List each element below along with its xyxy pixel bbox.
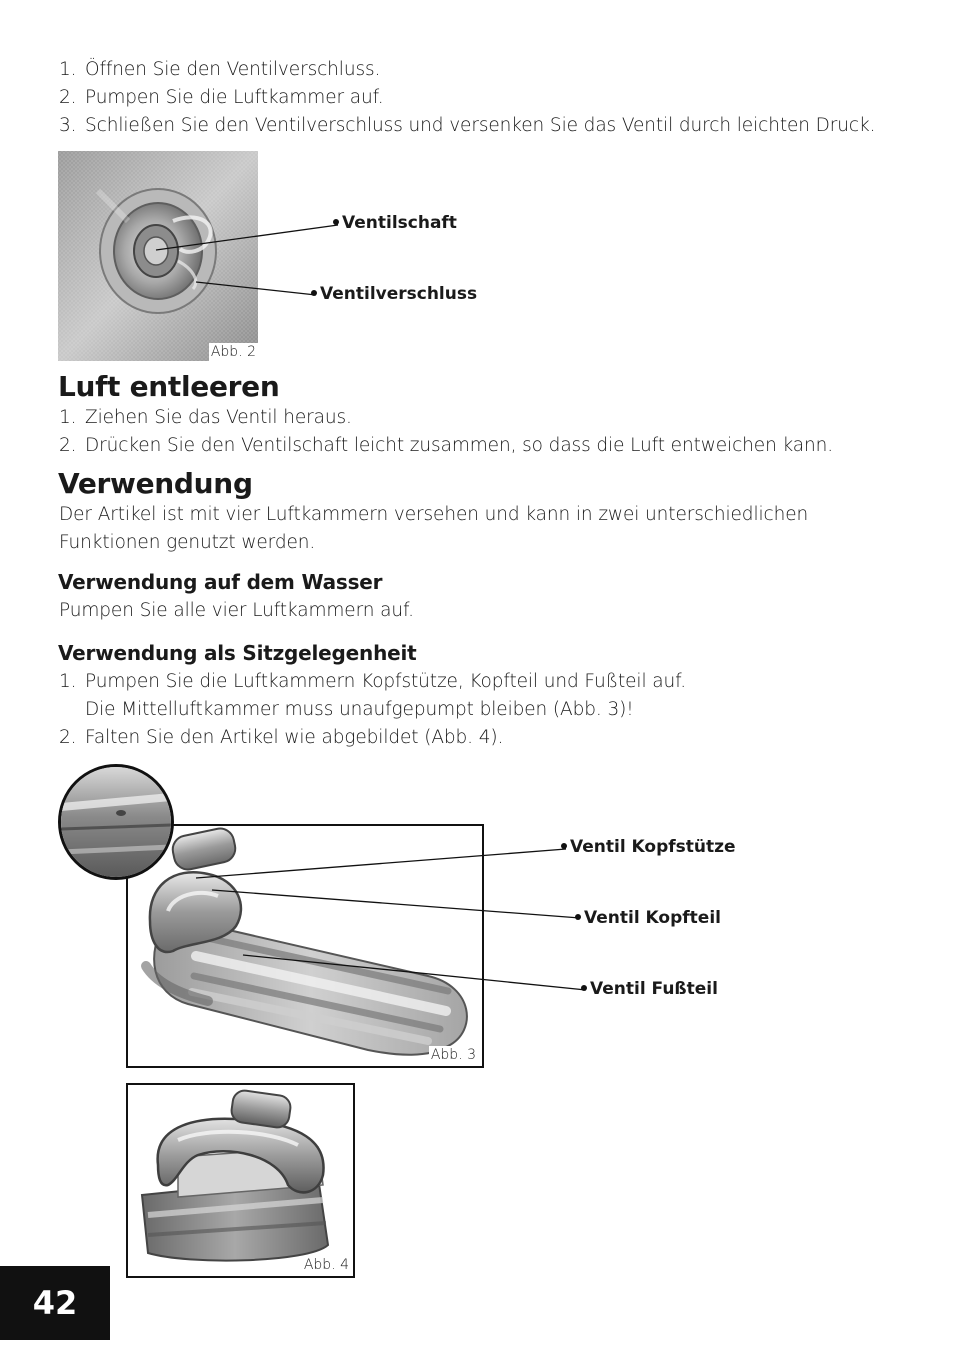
heading-verwendung: Verwendung — [58, 467, 253, 500]
figure-4-caption: Abb. 4 — [303, 1257, 349, 1273]
heading-verwendung-wasser: Verwendung auf dem Wasser — [58, 570, 383, 594]
label-ventil-kopfstuetze: Ventil Kopfstütze — [561, 837, 736, 857]
label-ventilschaft: Ventilschaft — [333, 213, 457, 233]
list-item: 1. Pumpen Sie die Luftkammern Kopfstütze, Kopfteil und Fußteil auf. Die Mittelluftkammer muss unaufgepumpt bleiben (Abb. 3)! — [59, 671, 686, 720]
page-number: 42 — [0, 1266, 110, 1340]
list-item: 1. Öffnen Sie den Ventilverschluss. — [59, 59, 381, 80]
figure-3-leader-lines — [0, 780, 954, 1020]
heading-luft-entleeren: Luft entleeren — [58, 370, 280, 403]
bullet-dot — [561, 843, 567, 849]
label-ventil-kopfteil: Ventil Kopfteil — [575, 908, 721, 928]
list-item: 1. Ziehen Sie das Ventil heraus. — [59, 407, 352, 428]
list-item: 2. Pumpen Sie die Luftkammer auf. — [59, 87, 384, 108]
bullet-dot — [581, 985, 587, 991]
figure-3-caption: Abb. 3 — [430, 1047, 476, 1063]
figure-4 — [126, 1083, 355, 1278]
bullet-dot — [575, 914, 581, 920]
bullet-dot — [333, 219, 339, 225]
seat-steps-list — [59, 668, 919, 752]
usage-intro: Der Artikel ist mit vier Luftkammern versehen und kann in zwei unterschiedlichen Funktionen genutzt werden. — [59, 504, 809, 553]
list-item: 2. Falten Sie den Artikel wie abgebildet (Abb. 4). — [59, 727, 504, 748]
label-ventilverschluss: Ventilverschluss — [311, 284, 477, 304]
list-item: 3. Schließen Sie den Ventilverschluss und versenken Sie das Ventil durch leichten Druck. — [59, 115, 876, 136]
label-ventil-fussteil: Ventil Fußteil — [581, 979, 718, 999]
list-item: 2. Drücken Sie den Ventilschaft leicht zusammen, so dass die Luft entweichen kann. — [59, 435, 834, 456]
deflate-steps-list — [59, 404, 919, 460]
figure-2-leader-lines — [0, 0, 954, 400]
water-text: Pumpen Sie alle vier Luftkammern auf. — [59, 600, 414, 621]
heading-verwendung-sitz: Verwendung als Sitzgelegenheit — [58, 641, 417, 665]
bullet-dot — [311, 290, 317, 296]
lounger-folded-photo — [128, 1085, 353, 1276]
figure-2-caption: Abb. 2 — [210, 344, 256, 360]
